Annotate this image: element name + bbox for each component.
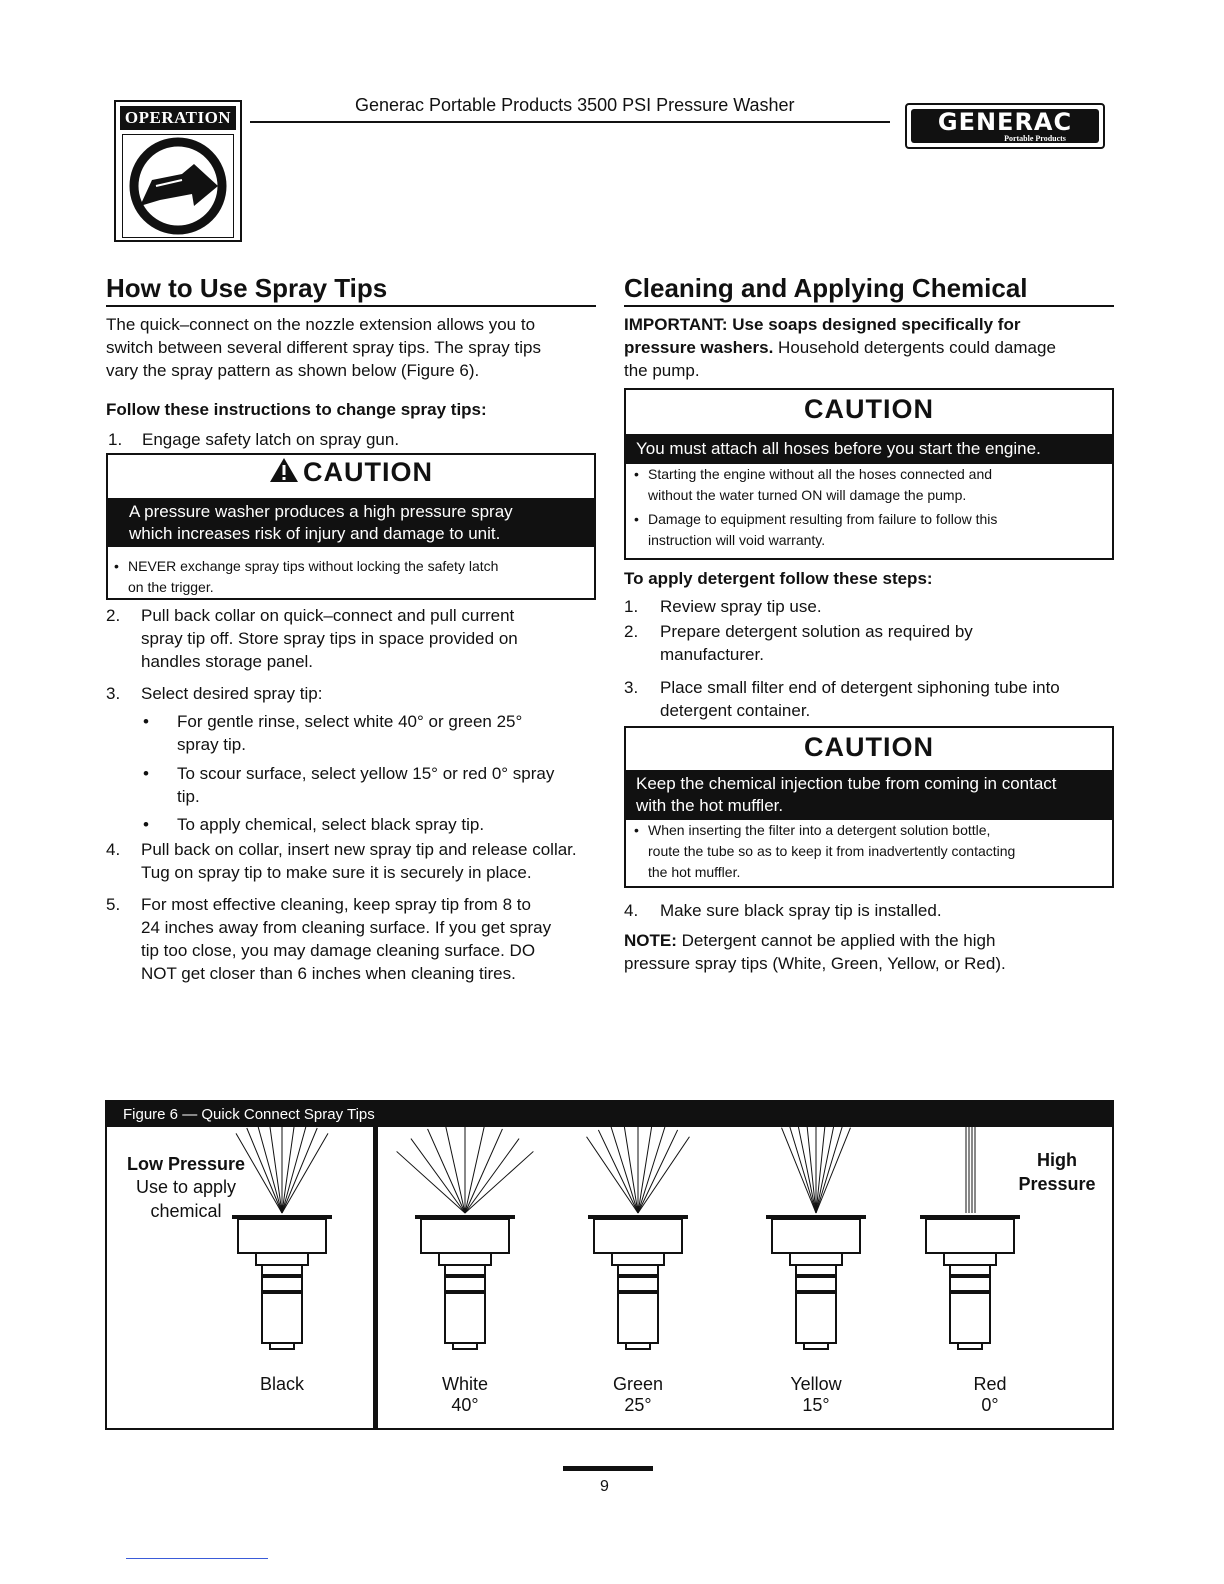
instructions-heading: Follow these instructions to change spray tips:	[106, 400, 487, 419]
spray-line-black	[282, 1128, 317, 1213]
nozzle-head-green	[594, 1219, 682, 1253]
nozzle-neck-green	[618, 1265, 658, 1275]
left-step-2: 2. Pull back collar on quick–connect and pull current spray tip off. Store spray tips in space provided on handles storage panel.	[106, 606, 518, 671]
page-number-bar	[563, 1466, 653, 1471]
tip-label-red: Red 0°	[973, 1374, 1007, 1415]
nozzle-ring-black	[262, 1277, 302, 1291]
nozzle-ring-white	[445, 1277, 485, 1291]
nozzle-shaft-green	[618, 1293, 658, 1343]
spray-line-green	[638, 1127, 665, 1213]
right-step-2: 2. Prepare detergent solution as required by manufacturer.	[624, 622, 973, 664]
nozzle-shaft-red	[950, 1293, 990, 1343]
nozzle-ring-red	[950, 1277, 990, 1291]
nozzle-ring-green	[618, 1277, 658, 1291]
caution-message: You must attach all hoses before you start the engine.	[626, 434, 1112, 464]
spray-line-black	[258, 1127, 282, 1213]
spray-line-green	[611, 1127, 638, 1213]
left-step-3: 3. Select desired spray tip:	[106, 684, 323, 703]
spray-line-yellow	[816, 1127, 834, 1213]
spray-line-black	[236, 1133, 282, 1213]
nozzle-tip-black	[270, 1343, 294, 1349]
heading-rule	[624, 305, 1114, 307]
spray-line-green	[638, 1127, 652, 1213]
intro-paragraph: The quick–connect on the nozzle extension allows you to switch between several different spray tips. The spray tips vary the spray pattern as shown below (Figure 6).	[106, 315, 541, 380]
right-step-4: 4. Make sure black spray tip is installed.	[624, 901, 942, 920]
caution-bullets: • Starting the engine without all the hoses connected and without the water turned ON will damage the pump. • Damage to equipment resulting from failure to follow this instruction will void warranty.	[632, 464, 1108, 551]
header-rule	[250, 121, 890, 123]
caution-message: A pressure washer produces a high pressure spray which increases risk of injury and damage to unit.	[108, 498, 594, 547]
nozzle-head-white	[421, 1219, 509, 1253]
caution-box-muffler	[624, 726, 1114, 888]
sub-bullet-chemical: • To apply chemical, select black spray tip.	[143, 815, 485, 834]
nozzle-shaft-white	[445, 1293, 485, 1343]
spray-line-white	[465, 1129, 502, 1213]
left-step-4: 4. Pull back on collar, insert new spray tip and release collar. Tug on spray tip to make sure it is securely in place.	[106, 840, 577, 882]
tip-label-green: Green 25°	[612, 1374, 664, 1415]
spray-line-white	[428, 1129, 465, 1213]
caution-title: CAUTION	[804, 394, 934, 424]
spray-line-green	[587, 1137, 638, 1213]
figure-caption: Figure 6 — Quick Connect Spray Tips	[107, 1102, 1112, 1127]
spray-line-black	[282, 1127, 306, 1213]
heading-rule	[106, 305, 596, 307]
document-title: Generac Portable Products 3500 PSI Pressure Washer	[355, 95, 795, 115]
detergent-steps-heading: To apply detergent follow these steps:	[624, 569, 933, 588]
caution-bullets: • When inserting the filter into a detergent solution bottle, route the tube so as to keep it from inadvertently contacting the hot muffler.	[632, 820, 1112, 883]
sub-bullet-scour: • To scour surface, select yellow 15° or red 0° spray tip.	[143, 764, 555, 806]
detergent-note: NOTE: Detergent cannot be applied with the high pressure spray tips (White, Green, Yellow, or Red).	[624, 931, 1006, 973]
caution-box-spray	[106, 453, 596, 600]
caution-message: Keep the chemical injection tube from coming in contact with the hot muffler.	[626, 770, 1112, 820]
operation-badge	[114, 100, 242, 242]
nozzle-tip-yellow	[804, 1343, 828, 1349]
right-step-1: 1. Review spray tip use.	[624, 597, 822, 616]
caution-bullets: • NEVER exchange spray tips without locking the safety latch on the trigger.	[112, 556, 592, 598]
warning-icon	[269, 457, 299, 483]
figure-spray-tips	[105, 1100, 1114, 1430]
left-step-5: 5. For most effective cleaning, keep spray tip from 8 to 24 inches away from cleaning surface. If you get spray tip too close, you may damage cleaning surface. DO NOT get closer than 6 inches when cleaning tires.	[106, 895, 552, 983]
heading-chemical: Cleaning and Applying Chemical	[624, 273, 1028, 303]
spray-line-black	[282, 1127, 294, 1213]
spray-line-green	[624, 1127, 638, 1213]
nozzle-head-red	[926, 1219, 1014, 1253]
nozzle-head-black	[238, 1219, 326, 1253]
spray-line-green	[598, 1130, 638, 1213]
low-pressure-label: Low Pressure Use to apply chemical	[126, 1154, 246, 1221]
brand-subtitle: Portable Products	[1004, 134, 1066, 143]
nozzle-neck-black	[262, 1265, 302, 1275]
operation-label: OPERATION	[120, 106, 236, 130]
footer-line	[126, 1558, 268, 1559]
spray-line-white	[465, 1151, 533, 1213]
spray-line-yellow	[816, 1128, 850, 1213]
nozzle-neck-white	[445, 1265, 485, 1275]
important-note: IMPORTANT: Use soaps designed specifically for pressure washers. Household detergents could damage the pump.	[624, 315, 1056, 380]
spray-line-black	[270, 1127, 282, 1213]
nozzle-tip-red	[958, 1343, 982, 1349]
nozzle-neck-red	[950, 1265, 990, 1275]
nozzle-collar-yellow	[790, 1253, 842, 1265]
nozzle-tip-green	[626, 1343, 650, 1349]
nozzle-shaft-yellow	[796, 1293, 836, 1343]
nozzle-tip-white	[453, 1343, 477, 1349]
nozzle-shaft-black	[262, 1293, 302, 1343]
nozzle-ring-yellow	[796, 1277, 836, 1291]
brand-name: GENERAC	[937, 108, 1073, 136]
caution-title: CAUTION	[804, 732, 934, 762]
spray-line-white	[397, 1151, 465, 1213]
nozzle-collar-red	[944, 1253, 996, 1265]
nozzle-head-yellow	[772, 1219, 860, 1253]
tip-label-white: White 40°	[441, 1374, 488, 1415]
caution-box-hoses	[624, 388, 1114, 560]
high-pressure-label: High Pressure	[1018, 1150, 1096, 1194]
spray-line-green	[638, 1137, 689, 1213]
nozzle-neck-yellow	[796, 1265, 836, 1275]
spray-line-yellow	[782, 1128, 816, 1213]
caution-title: CAUTION	[108, 457, 594, 488]
nozzle-collar-green	[612, 1253, 664, 1265]
tip-label-black: Black	[259, 1374, 304, 1394]
tip-label-yellow: Yellow 15°	[790, 1374, 842, 1415]
spray-line-black	[282, 1133, 328, 1213]
spray-line-black	[247, 1128, 282, 1213]
spray-line-green	[638, 1130, 678, 1213]
sub-bullet-rinse: • For gentle rinse, select white 40° or green 25° spray tip.	[143, 712, 523, 754]
page-number: 9	[600, 1478, 609, 1495]
generac-logo	[905, 103, 1105, 149]
right-step-3: 3. Place small filter end of detergent siphoning tube into detergent container.	[624, 678, 1060, 720]
heading-spray-tips: How to Use Spray Tips	[106, 273, 388, 303]
nozzle-collar-black	[256, 1253, 308, 1265]
arrow-circle-icon	[122, 134, 234, 238]
spray-line-yellow	[798, 1127, 816, 1213]
nozzle-collar-white	[439, 1253, 491, 1265]
